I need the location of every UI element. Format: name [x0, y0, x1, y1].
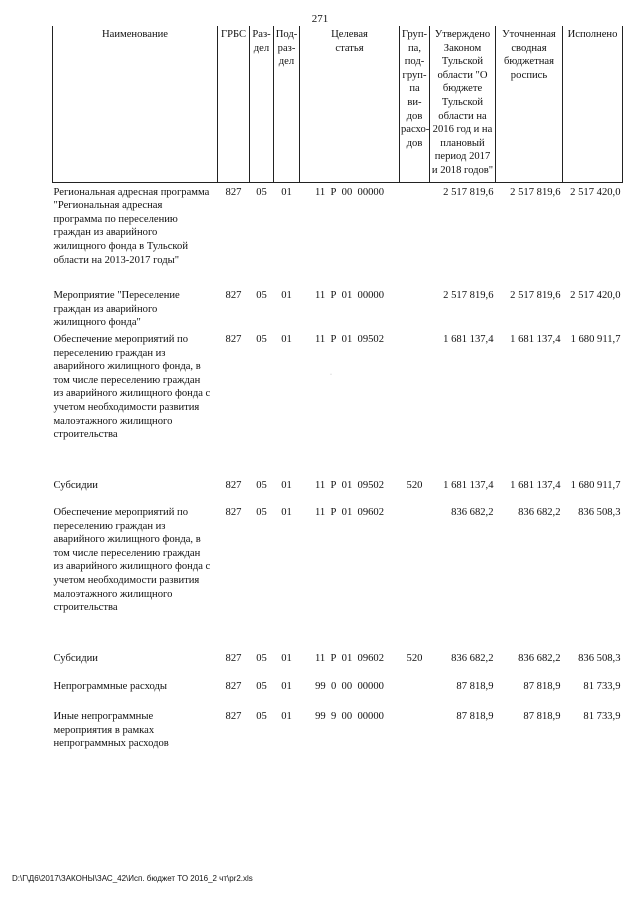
header-target: Целевая статья — [300, 26, 400, 182]
row-executed: 836 508,3 — [578, 653, 621, 665]
table-row — [53, 503, 623, 649]
row-podrazdel: 01 — [281, 186, 292, 198]
row-target: 11 Р 01 00000 — [314, 290, 385, 302]
row-approved: 836 682,2 — [451, 653, 494, 665]
row-podrazdel: 01 — [281, 290, 292, 302]
row-group — [400, 707, 430, 753]
header-podrazdel: Под- раз- дел — [274, 26, 300, 182]
row-grbs: 827 — [225, 681, 242, 693]
stray-mark: · — [330, 372, 332, 378]
row-approved: 87 818,9 — [456, 681, 494, 693]
row-grbs: 827 — [225, 507, 242, 519]
row-group: 520 — [406, 480, 423, 492]
header-executed: Исполнено — [563, 26, 623, 182]
row-name: Непрограммные расходы — [53, 681, 167, 693]
budget-table-container — [52, 26, 622, 753]
row-target: 11 Р 01 09502 — [314, 334, 385, 346]
table-row — [53, 476, 623, 503]
row-approved: 836 682,2 — [451, 507, 494, 519]
row-grbs: 827 — [225, 480, 242, 492]
row-razdel: 05 — [256, 334, 267, 346]
header-razdel: Раз- дел — [250, 26, 274, 182]
footer-file-path: D:\Г\Д6\2017\ЗАКОНЫ\ЗАС_42\Исп. бюджет ТО 2016_2 чт\pr2.xls — [12, 874, 253, 883]
row-approved: 2 517 819,6 — [443, 290, 494, 302]
table-row — [53, 330, 623, 476]
row-razdel: 05 — [256, 681, 267, 693]
row-executed: 1 680 911,7 — [570, 480, 621, 492]
row-name: Обеспечение мероприятий по переселению граждан из аварийного жилищного фонда, в том числе переселению граждан из аварийного жилищного фонда с учетом необходимости развития малоэтажного жилищного строительства — [53, 507, 211, 614]
row-group — [400, 286, 430, 330]
row-group: 520 — [406, 653, 423, 665]
row-razdel: 05 — [256, 507, 267, 519]
row-group — [400, 330, 430, 476]
row-executed: 81 733,9 — [583, 681, 621, 693]
row-approved: 2 517 819,6 — [443, 186, 494, 198]
row-executed: 81 733,9 — [583, 711, 621, 723]
row-refined: 2 517 819,6 — [510, 186, 561, 198]
row-target: 11 Р 01 09602 — [314, 653, 385, 665]
row-razdel: 05 — [256, 480, 267, 492]
row-executed: 2 517 420,0 — [570, 290, 621, 302]
row-executed: 836 508,3 — [578, 507, 621, 519]
row-executed: 2 517 420,0 — [570, 186, 621, 198]
row-podrazdel: 01 — [281, 480, 292, 492]
row-executed: 1 680 911,7 — [570, 334, 621, 346]
table-header — [53, 26, 623, 182]
row-refined: 1 681 137,4 — [510, 480, 561, 492]
row-grbs: 827 — [225, 186, 242, 198]
row-name: Обеспечение мероприятий по переселению граждан из аварийного жилищного фонда, в том числе переселению граждан из аварийного жилищного фонда с учетом необходимости развития малоэтажного жилищного строительства — [53, 334, 211, 441]
row-razdel: 05 — [256, 186, 267, 198]
row-podrazdel: 01 — [281, 711, 292, 723]
row-refined: 87 818,9 — [523, 711, 561, 723]
row-name: Региональная адресная программа "Региональная адресная программа по переселению граждан из аварийного жилищного фонда в Тульской области на 2013-2017 годы" — [53, 186, 210, 266]
row-podrazdel: 01 — [281, 334, 292, 346]
row-target: 11 Р 01 09502 — [314, 480, 385, 492]
row-grbs: 827 — [225, 711, 242, 723]
header-group: Груп- па, под- груп- па ви- дов расхо- дов — [400, 26, 430, 182]
row-refined: 1 681 137,4 — [510, 334, 561, 346]
row-approved: 87 818,9 — [456, 711, 494, 723]
row-podrazdel: 01 — [281, 681, 292, 693]
row-name: Мероприятие "Переселение граждан из аварийного жилищного фонда" — [53, 290, 180, 329]
row-name: Субсидии — [53, 480, 98, 492]
row-target: 99 0 00 00000 — [315, 681, 384, 693]
row-group — [400, 182, 430, 286]
row-approved: 1 681 137,4 — [443, 334, 494, 346]
table-row — [53, 649, 623, 677]
row-grbs: 827 — [225, 334, 242, 346]
row-group — [400, 677, 430, 707]
row-refined: 836 682,2 — [518, 507, 561, 519]
row-name: Иные непрограммные мероприятия в рамках непрограммных расходов — [53, 711, 169, 750]
budget-table — [52, 26, 623, 753]
row-podrazdel: 01 — [281, 653, 292, 665]
row-podrazdel: 01 — [281, 507, 292, 519]
row-razdel: 05 — [256, 653, 267, 665]
table-row — [53, 182, 623, 286]
page-number: 271 — [311, 13, 329, 25]
header-name: Наименование — [53, 26, 218, 182]
row-refined: 836 682,2 — [518, 653, 561, 665]
row-razdel: 05 — [256, 711, 267, 723]
row-target: 11 Р 00 00000 — [314, 186, 385, 198]
row-group — [400, 503, 430, 649]
row-razdel: 05 — [256, 290, 267, 302]
row-approved: 1 681 137,4 — [443, 480, 494, 492]
header-grbs: ГРБС — [218, 26, 250, 182]
row-grbs: 827 — [225, 653, 242, 665]
header-refined: Уточненная сводная бюджетная роспись — [496, 26, 563, 182]
table-row — [53, 286, 623, 330]
row-target: 11 Р 01 09602 — [314, 507, 385, 519]
row-target: 99 9 00 00000 — [315, 711, 384, 723]
header-approved: Утверждено Законом Тульской области "О бюджете Тульской области на 2016 год и на плановый период 2017 и 2018 годов" — [430, 26, 496, 182]
table-body — [53, 182, 623, 753]
table-row — [53, 677, 623, 707]
row-refined: 87 818,9 — [523, 681, 561, 693]
row-name: Субсидии — [53, 653, 98, 665]
row-refined: 2 517 819,6 — [510, 290, 561, 302]
table-row — [53, 707, 623, 753]
row-grbs: 827 — [225, 290, 242, 302]
